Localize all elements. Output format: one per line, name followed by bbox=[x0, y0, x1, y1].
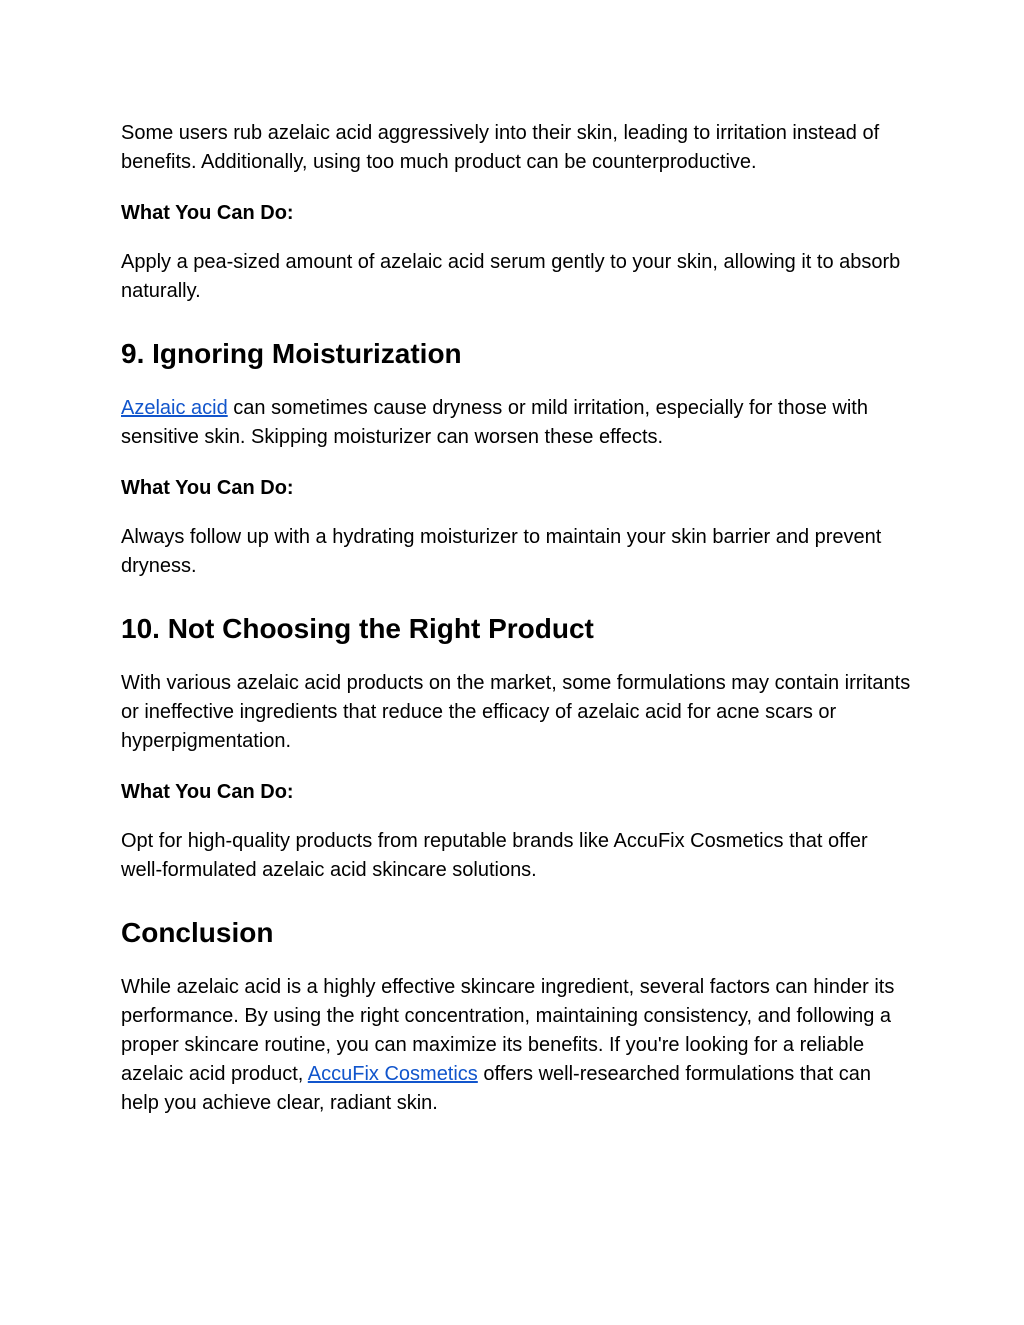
section-9-what-label: What You Can Do: bbox=[121, 477, 294, 499]
accufix-cosmetics-link[interactable]: AccuFix Cosmetics bbox=[307, 1063, 478, 1085]
conclusion-text-after-link: offers well-researched formulations that can help you achieve clear, radiant skin. bbox=[121, 1063, 871, 1114]
intro-what-label: What You Can Do: bbox=[121, 202, 294, 224]
azelaic-acid-link[interactable]: Azelaic acid bbox=[121, 397, 228, 419]
section-10-heading: 10. Not Choosing the Right Product bbox=[121, 613, 594, 644]
conclusion-paragraph bbox=[121, 973, 911, 1118]
section-9-heading: 9. Ignoring Moisturization bbox=[121, 338, 462, 369]
section-9-paragraph-text: can sometimes cause dryness or mild irritation, especially for those with sensitive skin. Skipping moisturizer can worsen these effects. bbox=[121, 397, 868, 448]
section-9-paragraph bbox=[121, 394, 911, 452]
intro-paragraph: Some users rub azelaic acid aggressively into their skin, leading to irritation instead of benefits. Additionally, using too much product can be counterproductive. bbox=[121, 122, 880, 173]
conclusion-text-before-link: While azelaic acid is a highly effective skincare ingredient, several factors can hinder its performance. By using the right concentration, maintaining consistency, and following a proper skincare routine, you can maximize its benefits. If you're looking for a reliable azelaic acid product, bbox=[121, 976, 895, 1085]
section-10-what-label: What You Can Do: bbox=[121, 781, 294, 803]
document-page bbox=[121, 119, 911, 1118]
section-9-what-text: Always follow up with a hydrating moisturizer to maintain your skin barrier and prevent dryness. bbox=[121, 526, 882, 577]
intro-what-text: Apply a pea-sized amount of azelaic acid serum gently to your skin, allowing it to absorb naturally. bbox=[121, 251, 901, 302]
section-10-what-text: Opt for high-quality products from reputable brands like AccuFix Cosmetics that offer well-formulated azelaic acid skincare solutions. bbox=[121, 830, 868, 881]
section-10-paragraph: With various azelaic acid products on the market, some formulations may contain irritants or ineffective ingredients that reduce the efficacy of azelaic acid for acne scars or hyperpigmentation. bbox=[121, 672, 911, 752]
conclusion-heading: Conclusion bbox=[121, 917, 274, 948]
